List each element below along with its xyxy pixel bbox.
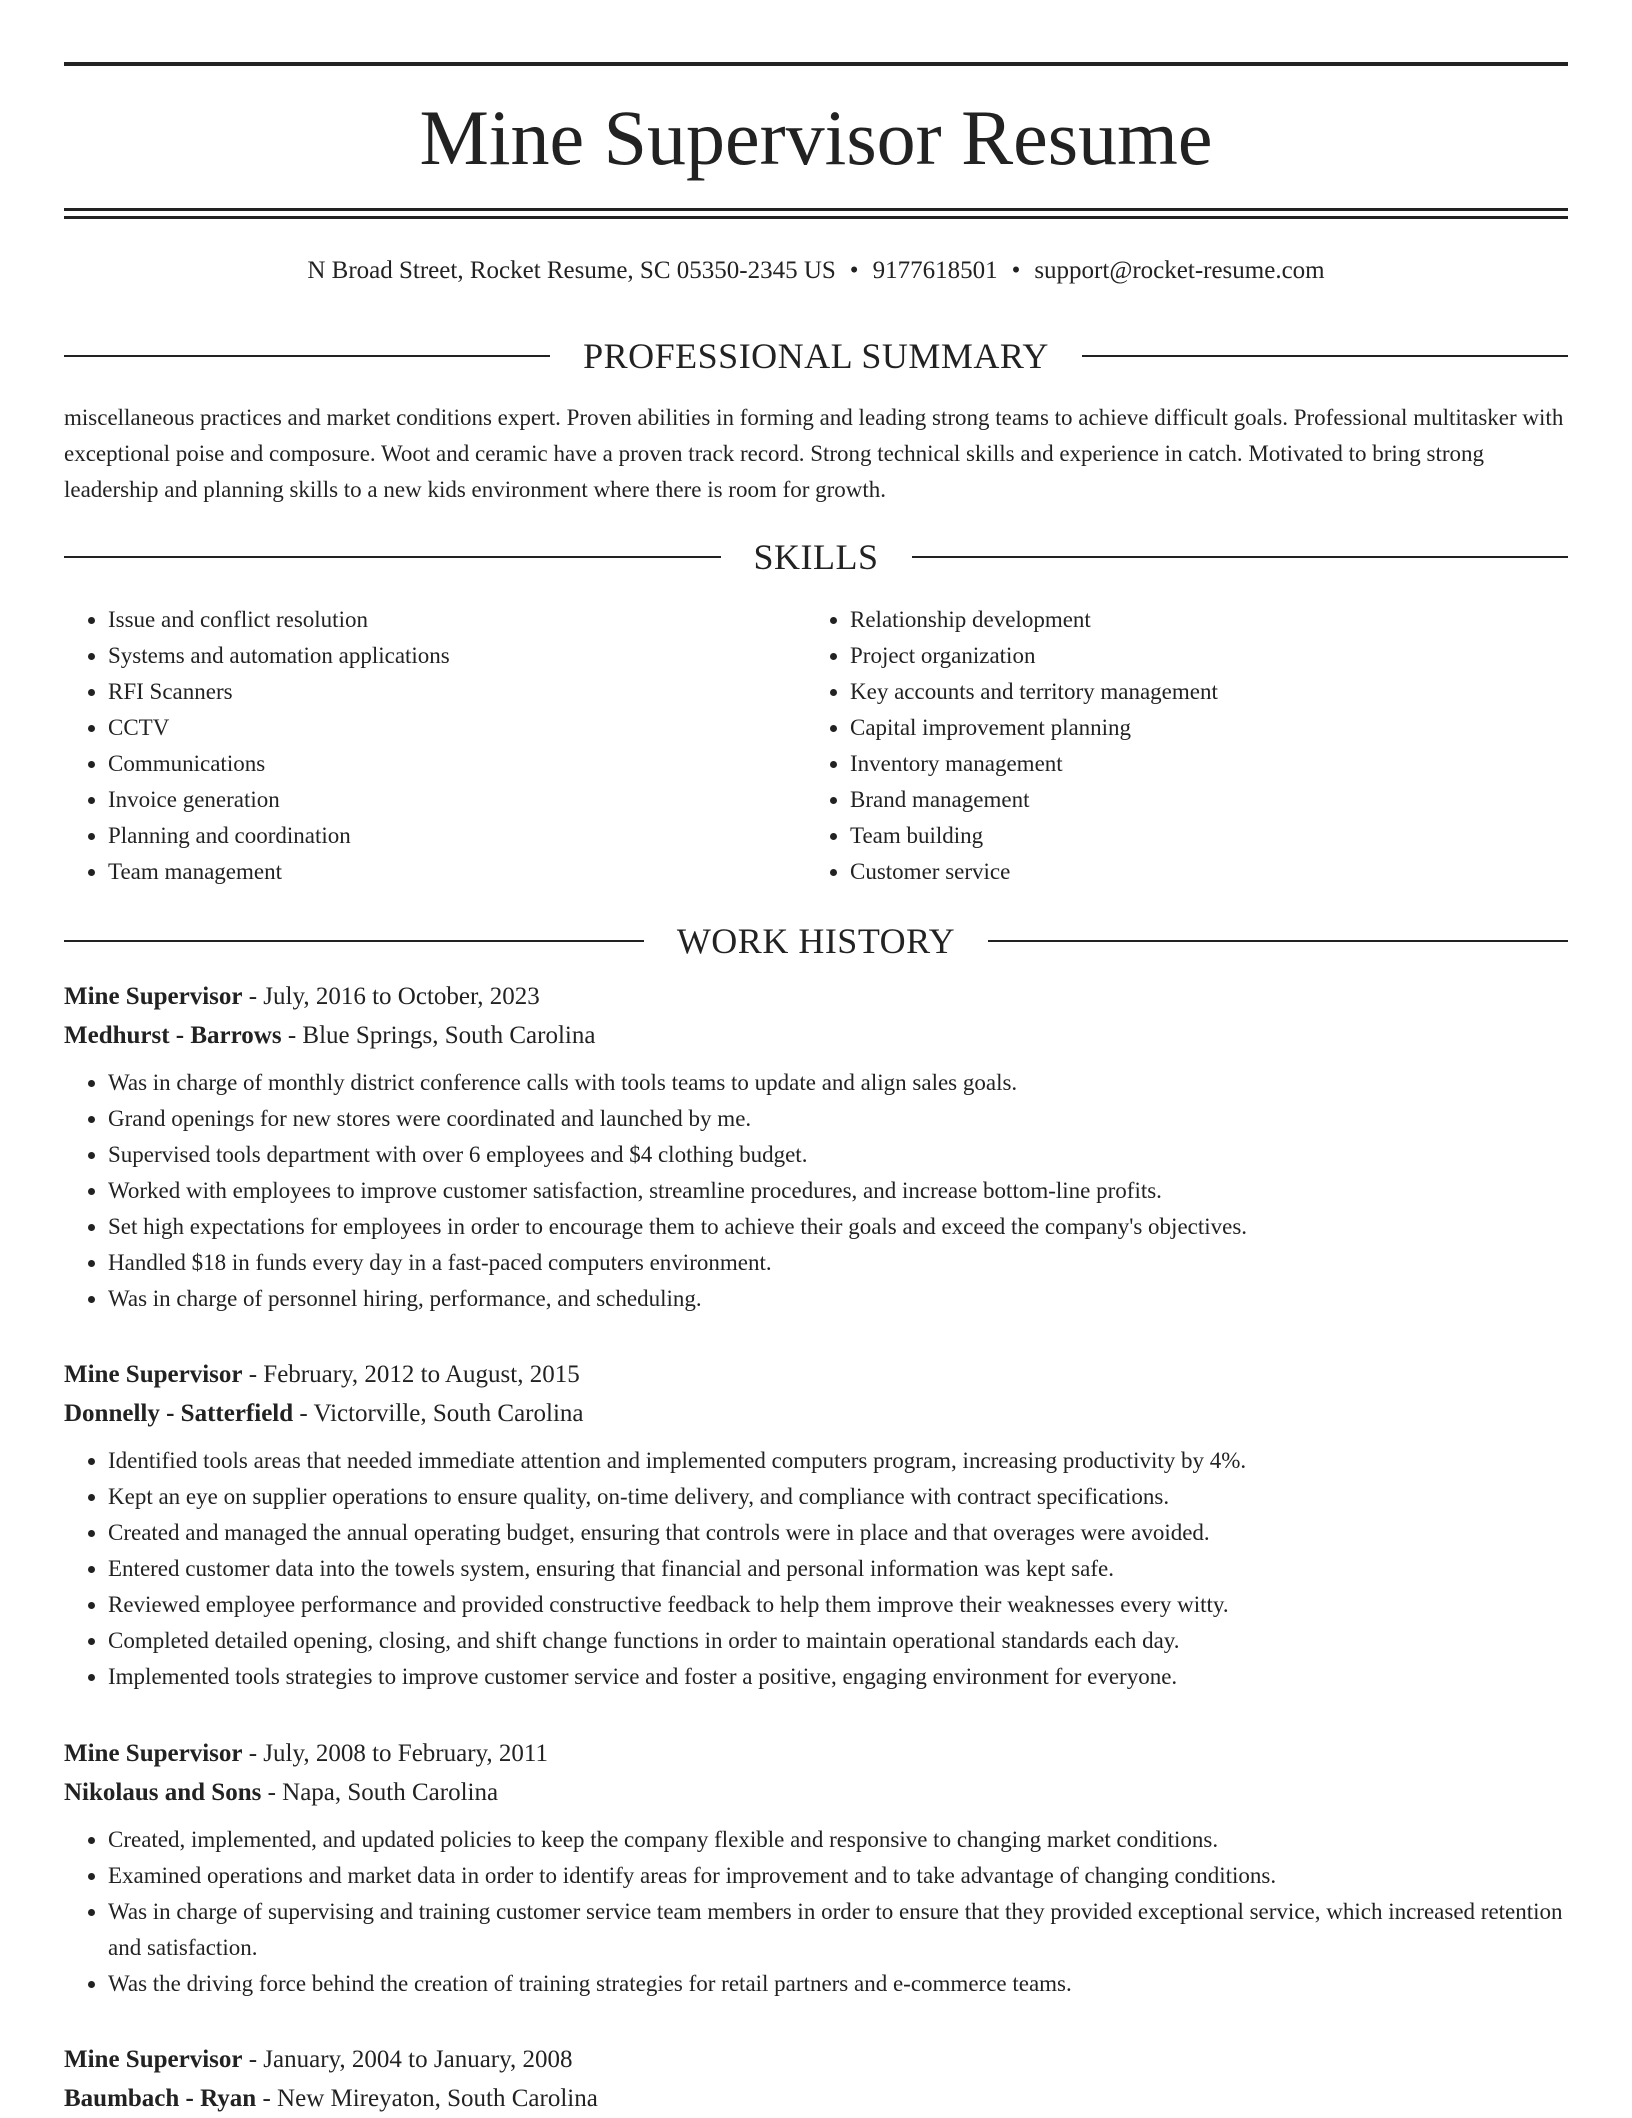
job-title: Mine Supervisor <box>64 1740 243 1767</box>
skill-item: • Team management <box>108 854 806 890</box>
job-duty: • Reviewed employee performance and provided constructive feedback to help them improve their weaknesses every witty. <box>108 1587 1568 1623</box>
contact-phone: 9177618501 <box>872 257 998 284</box>
job-dates: - July, 2016 to October, 2023 <box>242 983 540 1010</box>
job-duty: • Was in charge of personnel hiring, performance, and scheduling. <box>108 1281 1568 1317</box>
job-entry <box>64 977 1568 1317</box>
skill-item: • Planning and coordination <box>108 818 806 854</box>
title-rule-upper <box>64 208 1568 211</box>
skill-item: • Inventory management <box>850 746 1548 782</box>
job-duty: • Examined operations and market data in order to identify areas for improvement and to take advantage of changing conditions. <box>108 1858 1568 1894</box>
skill-item: • Key accounts and territory management <box>850 674 1548 710</box>
skill-item: • Brand management <box>850 782 1548 818</box>
job-duty: • Was in charge of supervising and training customer service team members in order to ensure that they provided exceptional service, which increased retention and satisfaction. <box>108 1894 1568 1966</box>
summary-heading-label: PROFESSIONAL SUMMARY <box>583 336 1049 376</box>
job-duty: • Worked with employees to improve customer satisfaction, streamline procedures, and increase bottom-line profits. <box>108 1173 1568 1209</box>
skill-item: • Capital improvement planning <box>850 710 1548 746</box>
skills-section-heading <box>64 535 1568 579</box>
job-duty: • Implemented tools strategies to improve customer service and foster a positive, engaging environment for everyone. <box>108 1659 1568 1695</box>
job-duty: • Handled $18 in funds every day in a fast-paced computers environment. <box>108 1245 1568 1281</box>
contact-separator: • <box>1011 257 1021 284</box>
job-company-line <box>64 1773 1568 1812</box>
skill-item: • Project organization <box>850 638 1548 674</box>
job-duty: • Was in charge of monthly district conference calls with tools teams to update and align sales goals. <box>108 1065 1568 1101</box>
heading-rule <box>64 940 644 942</box>
job-location: - Blue Springs, South Carolina <box>281 1022 596 1049</box>
job-title: Mine Supervisor <box>64 983 243 1010</box>
job-entry <box>64 1734 1568 2002</box>
skills-column-right <box>806 602 1548 890</box>
job-duties <box>64 1065 1568 1317</box>
job-title-line <box>64 1734 1568 1773</box>
job-company: Baumbach - Ryan <box>64 2085 257 2112</box>
job-title: Mine Supervisor <box>64 2046 243 2073</box>
job-company-line <box>64 2079 1568 2118</box>
skill-item: • Communications <box>108 746 806 782</box>
work-heading-label: WORK HISTORY <box>676 921 956 961</box>
skills-heading-label: SKILLS <box>753 537 879 577</box>
skill-item: • Customer service <box>850 854 1548 890</box>
skill-item: • Relationship development <box>850 602 1548 638</box>
job-company-line <box>64 1016 1568 1055</box>
heading-rule <box>912 556 1569 558</box>
job-duty: • Grand openings for new stores were coordinated and launched by me. <box>108 1101 1568 1137</box>
job-duty: • Set high expectations for employees in order to encourage them to achieve their goals and exceed the company's objectives. <box>108 1209 1568 1245</box>
contact-separator: • <box>849 257 859 284</box>
job-duty: • Entered customer data into the towels system, ensuring that financial and personal information was kept safe. <box>108 1551 1568 1587</box>
job-location: - New Mireyaton, South Carolina <box>256 2085 598 2112</box>
contact-address: N Broad Street, Rocket Resume, SC 05350-2345 US <box>307 257 836 284</box>
professional-summary: miscellaneous practices and market conditions expert. Proven abilities in forming and leading strong teams to achieve difficult goals. Professional multitasker with exceptional poise and composure. Woot and ceramic have a proven track record. Strong technical skills and experience in catch. Motivated to bring strong leadership and planning skills to a new kids environment where there is room for growth. <box>64 405 1564 502</box>
job-title: Mine Supervisor <box>64 1361 243 1388</box>
job-dates: - February, 2012 to August, 2015 <box>242 1361 580 1388</box>
summary-section-heading <box>64 334 1568 378</box>
job-duty: • Created and managed the annual operating budget, ensuring that controls were in place and that overages were avoided. <box>108 1515 1568 1551</box>
job-duty: • Identified tools areas that needed immediate attention and implemented computers program, increasing productivity by 4%. <box>108 1443 1568 1479</box>
skill-item: • Invoice generation <box>108 782 806 818</box>
job-location: - Napa, South Carolina <box>261 1779 499 1806</box>
heading-rule <box>1082 355 1568 357</box>
job-title-line <box>64 1355 1568 1394</box>
skill-item: • CCTV <box>108 710 806 746</box>
skill-item: • RFI Scanners <box>108 674 806 710</box>
job-duties <box>64 1822 1568 2002</box>
work-section-heading <box>64 919 1568 963</box>
job-dates: - January, 2004 to January, 2008 <box>242 2046 573 2073</box>
job-title-line <box>64 977 1568 1016</box>
job-duty: • Was the driving force behind the creation of training strategies for retail partners and e-commerce teams. <box>108 1966 1568 2002</box>
heading-rule <box>64 556 721 558</box>
job-dates: - July, 2008 to February, 2011 <box>242 1740 548 1767</box>
job-duties <box>64 1443 1568 1695</box>
job-duty: • Completed detailed opening, closing, and shift change functions in order to maintain operational standards each day. <box>108 1623 1568 1659</box>
resume-title: Mine Supervisor Resume <box>419 94 1213 181</box>
job-duty: • Kept an eye on supplier operations to ensure quality, on-time delivery, and compliance with contract specifications. <box>108 1479 1568 1515</box>
heading-rule <box>64 355 550 357</box>
skills-column-left <box>64 602 806 890</box>
heading-rule <box>988 940 1568 942</box>
job-company: Medhurst - Barrows <box>64 1022 282 1049</box>
job-location: - Victorville, South Carolina <box>293 1400 584 1427</box>
skills-list <box>64 602 1568 890</box>
job-entry <box>64 1355 1568 1695</box>
job-company: Nikolaus and Sons <box>64 1779 262 1806</box>
contact-email: support@rocket-resume.com <box>1034 257 1325 284</box>
job-entry <box>64 2040 1568 2118</box>
skill-item: • Issue and conflict resolution <box>108 602 806 638</box>
title-rule-lower <box>64 216 1568 219</box>
job-duty: • Supervised tools department with over 6 employees and $4 clothing budget. <box>108 1137 1568 1173</box>
job-title-line <box>64 2040 1568 2079</box>
job-duty: • Created, implemented, and updated policies to keep the company flexible and responsive to changing market conditions. <box>108 1822 1568 1858</box>
skill-item: • Team building <box>850 818 1548 854</box>
top-rule <box>64 62 1568 66</box>
job-company: Donnelly - Satterfield <box>64 1400 294 1427</box>
contact-line <box>64 254 1568 288</box>
skill-item: • Systems and automation applications <box>108 638 806 674</box>
job-company-line <box>64 1394 1568 1433</box>
